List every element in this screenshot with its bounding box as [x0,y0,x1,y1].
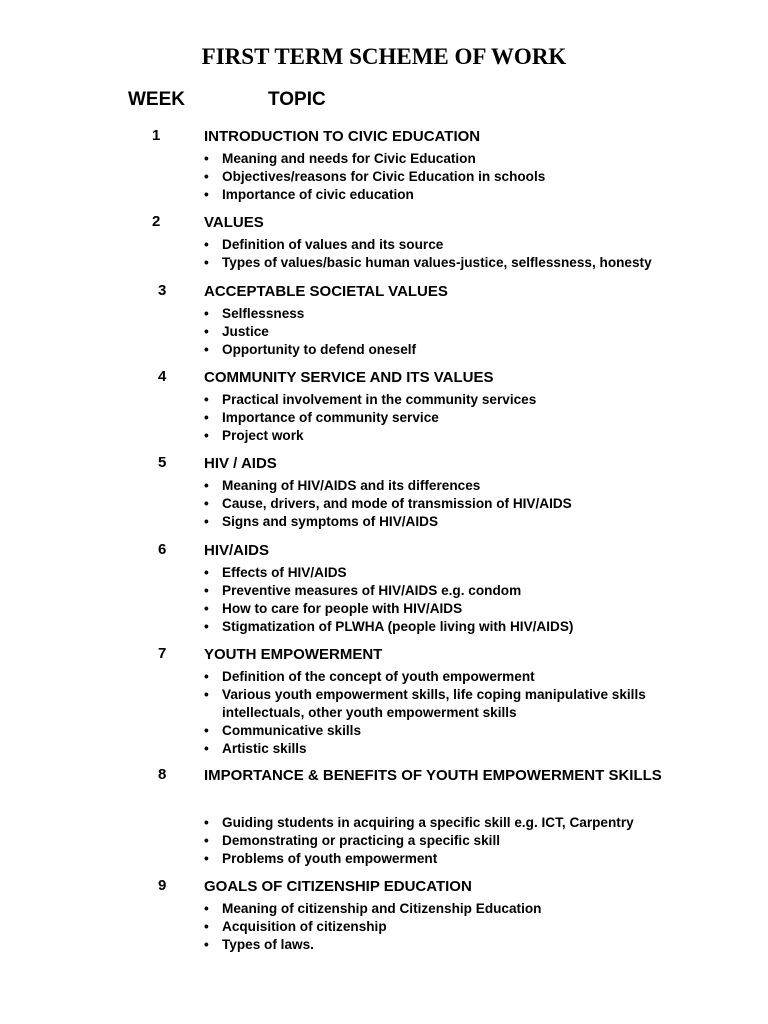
week-topic-title: VALUES [204,214,264,231]
subtopic-item: • Opportunity to defend oneself [204,341,704,359]
document-title: FIRST TERM SCHEME OF WORK [201,44,567,69]
subtopic-item: • Communicative skills [204,722,704,740]
week-topic-title: INTRODUCTION TO CIVIC EDUCATION [204,128,481,145]
subtopic-item: • Importance of community service [204,409,704,427]
subtopic-list [204,305,704,359]
subtopic-list [204,477,704,531]
subtopic-item: • Meaning of HIV/AIDS and its differences [204,477,704,495]
subtopic-item: • Types of laws. [204,936,704,954]
subtopic-item: • How to care for people with HIV/AIDS [204,600,704,618]
week-number: 5 [158,454,167,471]
subtopic-item: • Practical involvement in the community services [204,391,704,409]
week-topic-title: IMPORTANCE & BENEFITS OF YOUTH EMPOWERMENT SKILLS [204,767,662,784]
week-number: 1 [152,127,161,144]
subtopic-list [204,150,704,204]
week-topic-title: GOALS OF CITIZENSHIP EDUCATION [204,878,472,895]
subtopic-item: • Meaning and needs for Civic Education [204,150,704,168]
subtopic-item: • Guiding students in acquiring a specific skill e.g. ICT, Carpentry [204,814,704,832]
subtopic-item: • Problems of youth empowerment [204,850,704,868]
subtopic-item: • Demonstrating or practicing a specific skill [204,832,704,850]
week-number: 7 [158,645,167,662]
subtopic-item: • Cause, drivers, and mode of transmission of HIV/AIDS [204,495,704,513]
week-topic-title: HIV/AIDS [204,542,270,559]
subtopic-item: • Project work [204,427,704,445]
subtopic-item: • Definition of the concept of youth empowerment [204,668,704,686]
subtopic-item: • Objectives/reasons for Civic Education in schools [204,168,704,186]
week-number: 9 [158,877,167,894]
week-number: 2 [152,213,161,230]
week-number: 8 [158,766,167,783]
subtopic-item: • Effects of HIV/AIDS [204,564,704,582]
topic-column-header: TOPIC [268,89,326,110]
week-number: 4 [158,368,167,385]
subtopic-item: • Justice [204,323,704,341]
subtopic-list [204,668,704,758]
subtopic-item: • Acquisition of citizenship [204,918,704,936]
subtopic-list [204,900,704,954]
subtopic-list [204,236,704,272]
week-topic-title: COMMUNITY SERVICE AND ITS VALUES [204,369,494,386]
week-topic-title: YOUTH EMPOWERMENT [204,646,383,663]
subtopic-item: • Meaning of citizenship and Citizenship Education [204,900,704,918]
subtopic-item: • Stigmatization of PLWHA (people living with HIV/AIDS) [204,618,704,636]
subtopic-list [204,391,704,445]
week-number: 3 [158,282,167,299]
subtopic-list [204,814,704,868]
subtopic-item: • Preventive measures of HIV/AIDS e.g. condom [204,582,704,600]
week-topic-title: ACCEPTABLE SOCIETAL VALUES [204,283,448,300]
subtopic-item: • Selflessness [204,305,704,323]
week-column-header: WEEK [128,89,185,110]
subtopic-list [204,564,704,636]
week-number: 6 [158,541,167,558]
subtopic-item: • Various youth empowerment skills, life coping manipulative skills intellectuals, other youth empowerment skills [204,686,704,722]
subtopic-item: • Signs and symptoms of HIV/AIDS [204,513,704,531]
subtopic-item: • Importance of civic education [204,186,704,204]
week-topic-title: HIV / AIDS [204,455,277,472]
subtopic-item: • Artistic skills [204,740,704,758]
subtopic-item: • Types of values/basic human values-justice, selflessness, honesty [204,254,704,272]
subtopic-item: • Definition of values and its source [204,236,704,254]
